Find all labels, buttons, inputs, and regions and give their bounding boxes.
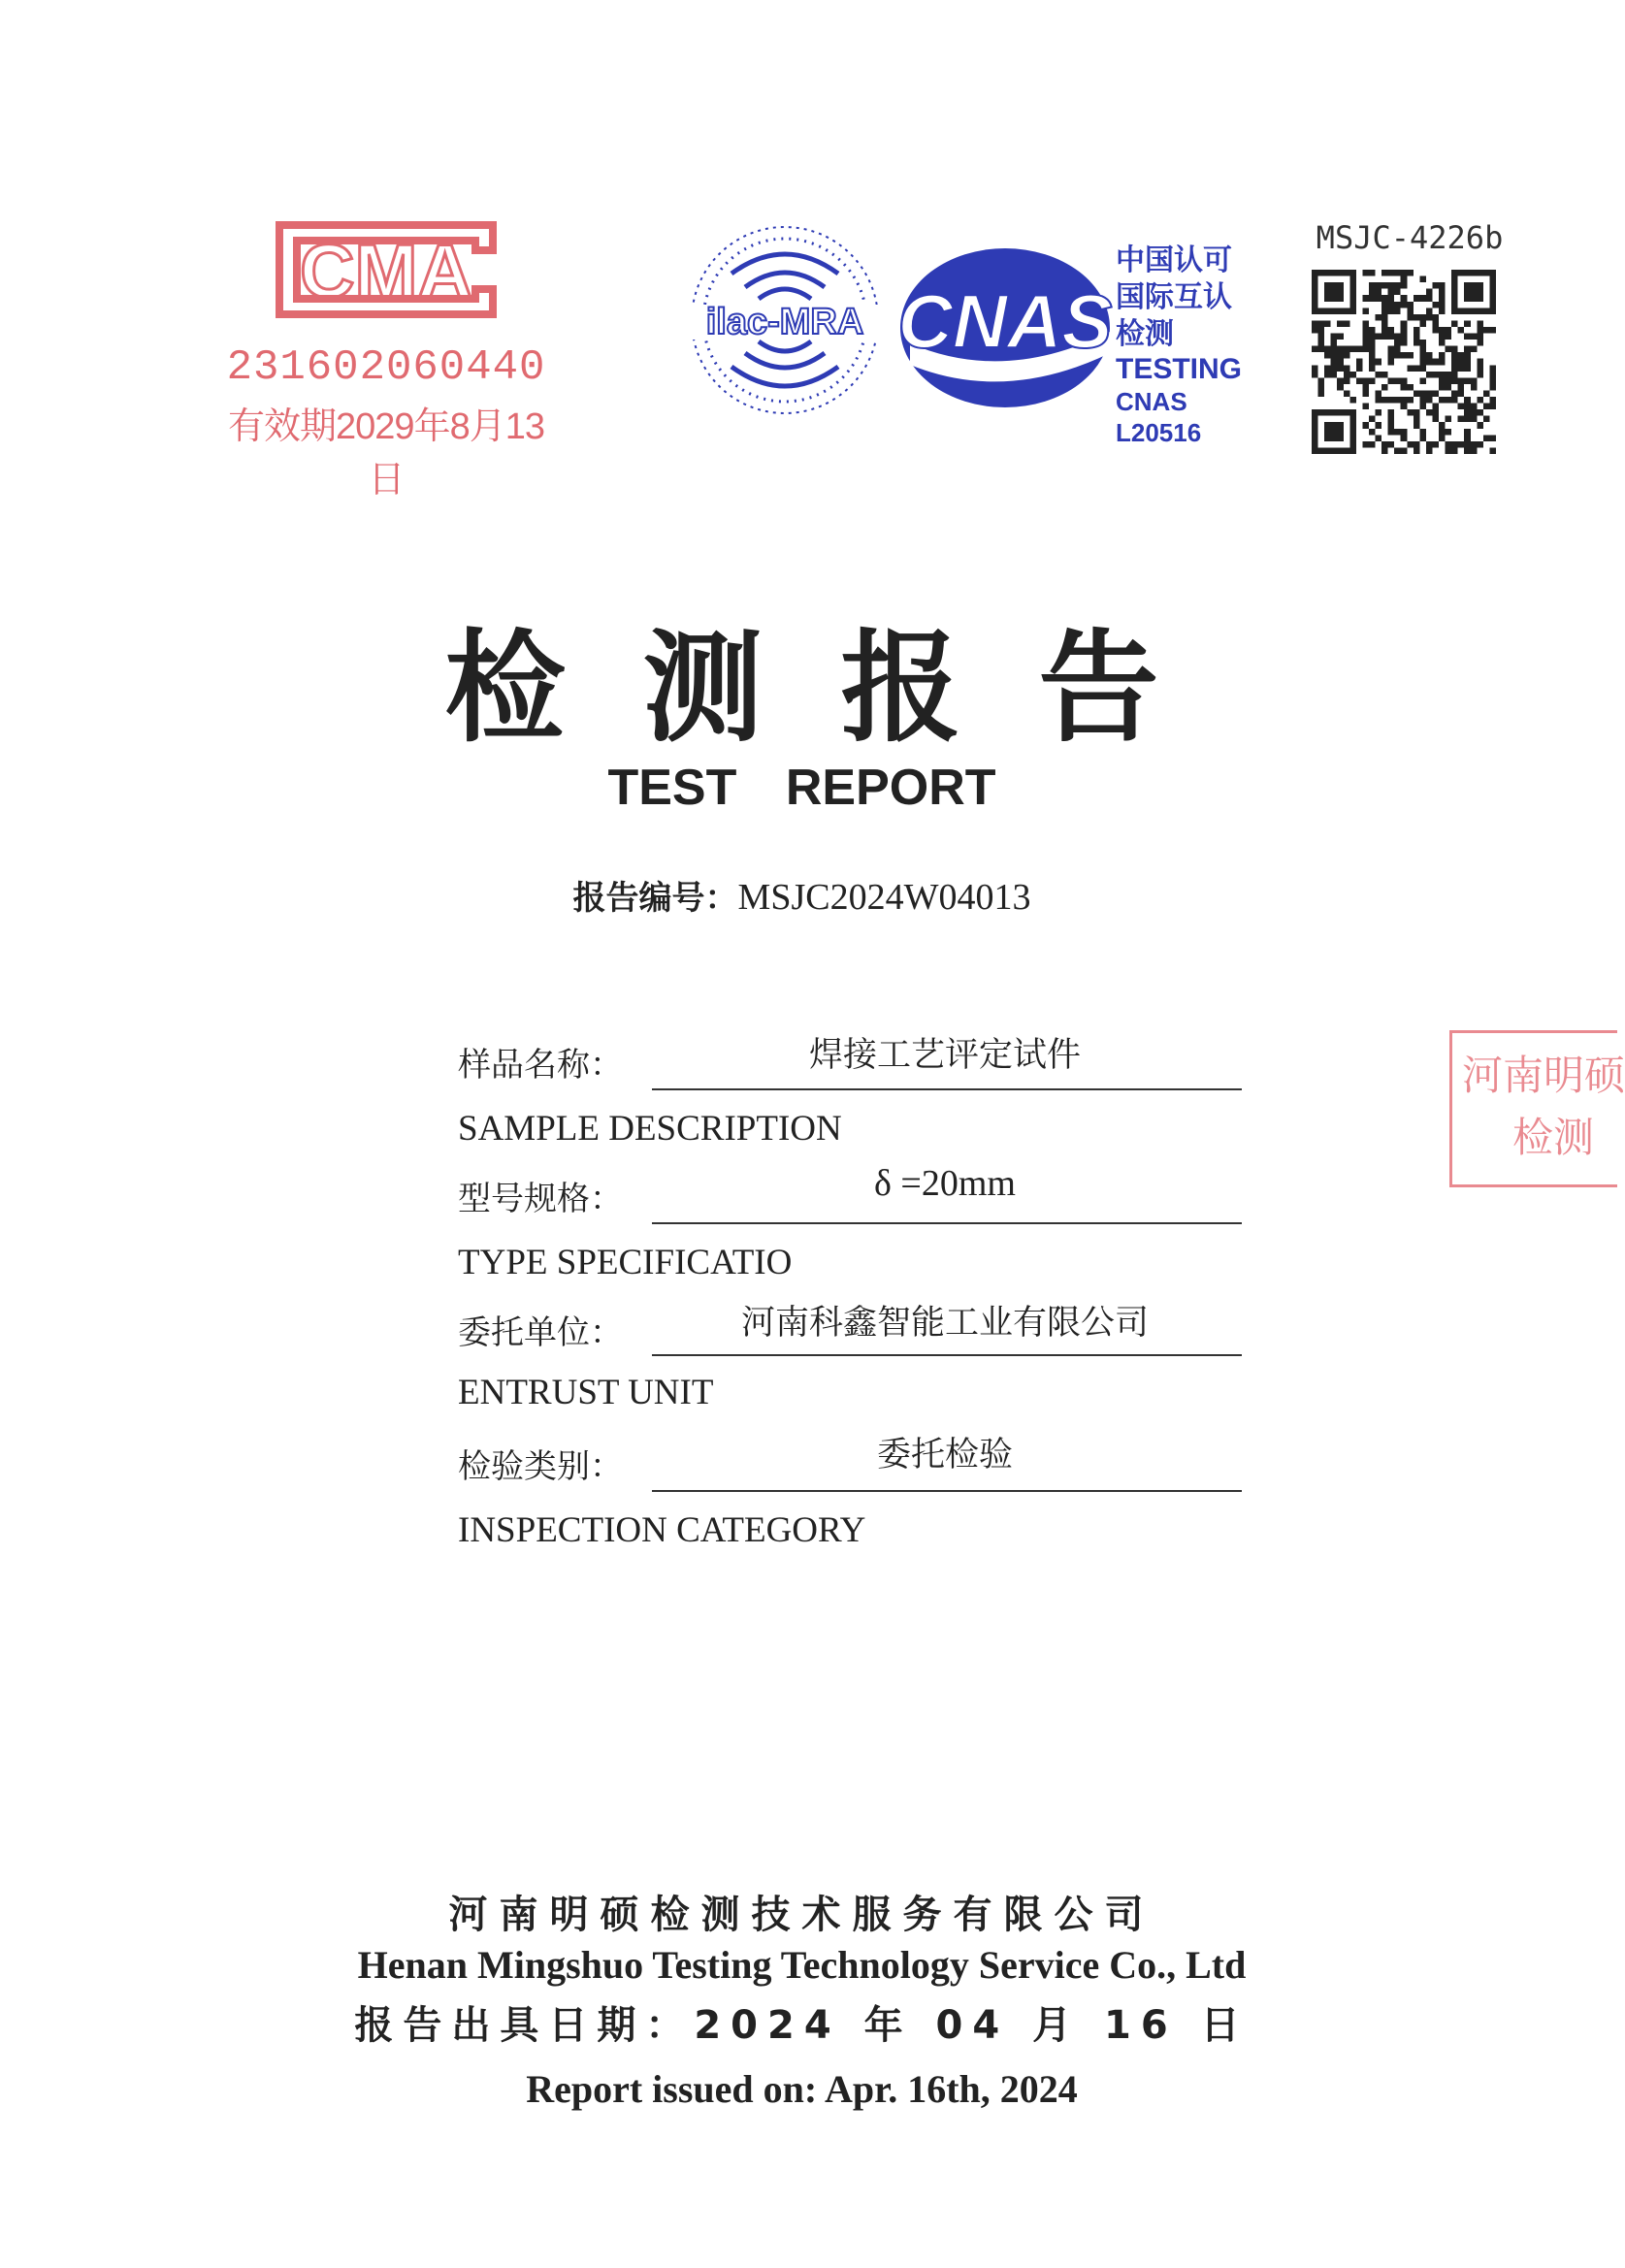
side-seal: [1449, 1030, 1625, 1187]
cnas-line-4: TESTING: [1116, 353, 1243, 385]
issue-date-en: Report issued on: Apr. 16th, 2024: [526, 2067, 1078, 2111]
cnas-code: CNAS L20516: [1116, 387, 1202, 447]
svg-text:CNAS: CNAS: [897, 278, 1113, 364]
cnas-line-1: 中国认可: [1116, 244, 1232, 276]
field-label-category: 检验类别：: [458, 1447, 623, 1486]
ilac-mra-logo: [685, 215, 885, 425]
report-number-value: MSJC2024W04013: [737, 877, 1031, 918]
qr-code-graphic: [1312, 270, 1496, 454]
field-label-sample: 样品名称：: [458, 1046, 623, 1085]
field-underline-category: [652, 1490, 1242, 1492]
company-name-cn: 河南明硕检测技术服务有限公司: [448, 1893, 1155, 1937]
issue-date-cn: 报告出具日期：2024 年 04 月 16 日: [354, 2003, 1250, 2048]
side-seal-line-2: 检测: [1512, 1114, 1595, 1161]
report-number-label: 报告编号：: [572, 879, 738, 918]
svg-text:CMA: CMA: [300, 228, 472, 313]
cnas-line-3: 检测: [1116, 318, 1174, 350]
cnas-line-2: 国际互认: [1116, 281, 1232, 313]
report-number: [0, 871, 1604, 919]
field-value-entrust: 河南科鑫智能工业有限公司: [740, 1304, 1149, 1343]
title-cn: 检测报告: [444, 618, 1237, 759]
cma-validity: 有效期2029年8月13日: [228, 406, 544, 501]
cnas-emblem-icon: [891, 239, 1123, 433]
field-label-type: 型号规格：: [458, 1180, 623, 1218]
field-underline-type: [652, 1222, 1242, 1224]
side-seal-line-1: 河南明硕: [1462, 1052, 1625, 1099]
field-value-type: δ =20mm: [874, 1163, 1016, 1204]
doc-code: MSJC-4226b: [1316, 219, 1504, 256]
svg-text:ilac-MRA: ilac-MRA: [705, 302, 864, 342]
field-label-entrust: 委托单位：: [458, 1313, 623, 1352]
cma-logo-icon: [260, 211, 512, 328]
company-name-en: Henan Mingshuo Testing Technology Service Co., Ltd: [357, 1943, 1247, 1987]
ilac-globe-icon: [685, 215, 885, 425]
field-underline-sample: [652, 1088, 1242, 1090]
field-en-sample: SAMPLE DESCRIPTION: [458, 1109, 842, 1149]
field-value-category: 委托检验: [876, 1436, 1013, 1474]
field-underline-entrust: [652, 1354, 1242, 1356]
title-en: TEST REPORT: [607, 760, 996, 816]
field-en-type: TYPE SPECIFICATIO: [458, 1243, 793, 1282]
cnas-text-block: [1116, 243, 1261, 448]
cnas-logo: [891, 239, 1123, 433]
field-en-category: INSPECTION CATEGORY: [458, 1510, 866, 1550]
field-en-entrust: ENTRUST UNIT: [458, 1373, 714, 1412]
qr-code-icon: [1312, 270, 1496, 454]
cma-number: 231602060440: [226, 343, 546, 392]
field-value-sample: 焊接工艺评定试件: [808, 1036, 1081, 1075]
cma-seal: [221, 211, 551, 501]
